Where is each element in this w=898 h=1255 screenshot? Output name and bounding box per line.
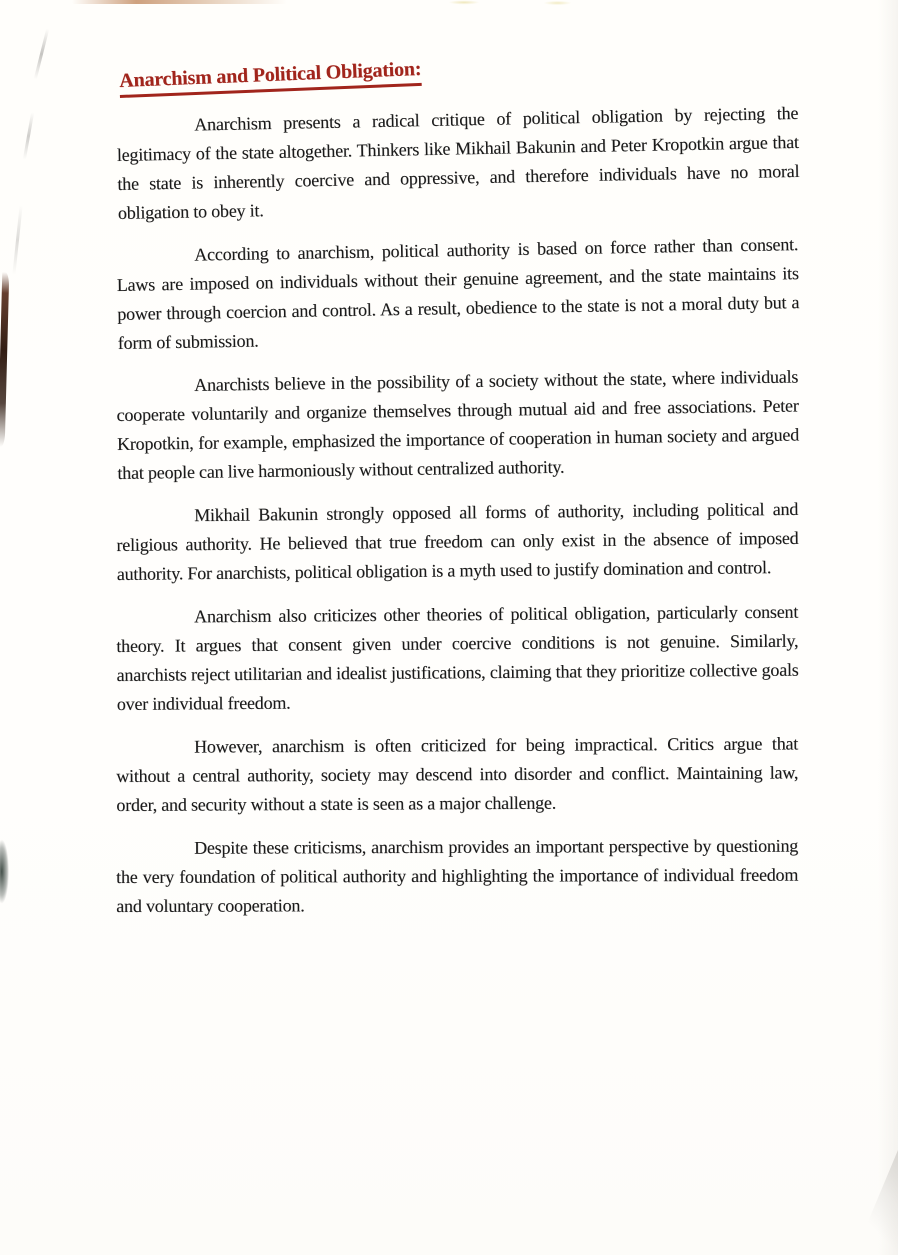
page-curl-mark <box>23 112 34 160</box>
document-title: Anarchism and Political Obligation: <box>119 58 422 98</box>
paragraph-critique-of-theories: Anarchism also criticizes other theories of political obligation, particularly consent theory. It argues that consent given under coercive conditions is not genuine. Similarly, anarchists reject utilitarian and idealist justifications, claiming that they prioritize collective goals over individual freedom. <box>116 601 799 714</box>
page-curl-mark <box>12 205 22 275</box>
page-edge-shading <box>878 0 898 1255</box>
page-curl-mark <box>34 28 49 79</box>
scan-edge-dark-line <box>0 272 9 447</box>
scan-smudge-top <box>72 0 287 4</box>
paragraph-criticism: However, anarchism is often criticized for being impractical. Critics argue that without a central authority, society may descend into disorder and conflict. Maintaining law, order, and security without a state is seen as a major challenge. <box>116 733 799 815</box>
paragraph-bakunin: Mikhail Bakunin strongly opposed all forms of authority, including political and religious authority. He believed that true freedom can only exist in the absence of imposed authority. For anarchists, political obligation is a myth used to justify domination and control. <box>116 498 799 584</box>
scan-edge-smudge <box>0 832 12 920</box>
scan-dots-top <box>430 0 600 6</box>
page-corner-shadow <box>843 1150 898 1255</box>
paragraph-conclusion: Despite these criticisms, anarchism provides an important perspective by questioning the very foundation of political authority and highlighting the importance of individual freedom and voluntary cooperation. <box>116 835 799 916</box>
paragraph-society-without-state: Anarchists believe in the possibility of a society without the state, where individuals cooperate voluntarily and organize themselves through mutual aid and free associations. Peter Kropotkin, for example, emphasized the importance of cooperation in human society and argued that people can live harmoniously without centralized authority. <box>116 366 800 483</box>
paragraph-intro: Anarchism presents a radical critique of political obligation by rejecting the legitimacy of the state altogether. Thinkers like Mikhail Bakunin and Peter Kropotkin argue that the state is inherently coercive and oppressive, and therefore individuals have no moral obligation to obey it. <box>116 102 800 223</box>
document-body <box>116 102 800 935</box>
paragraph-force-vs-consent: According to anarchism, political authority is based on force rather than consent. Laws are imposed on individuals without their genuine agreement, and the state maintains its power through coercion and control. As a result, obedience to the state is not a moral duty but a form of submission. <box>116 234 800 353</box>
